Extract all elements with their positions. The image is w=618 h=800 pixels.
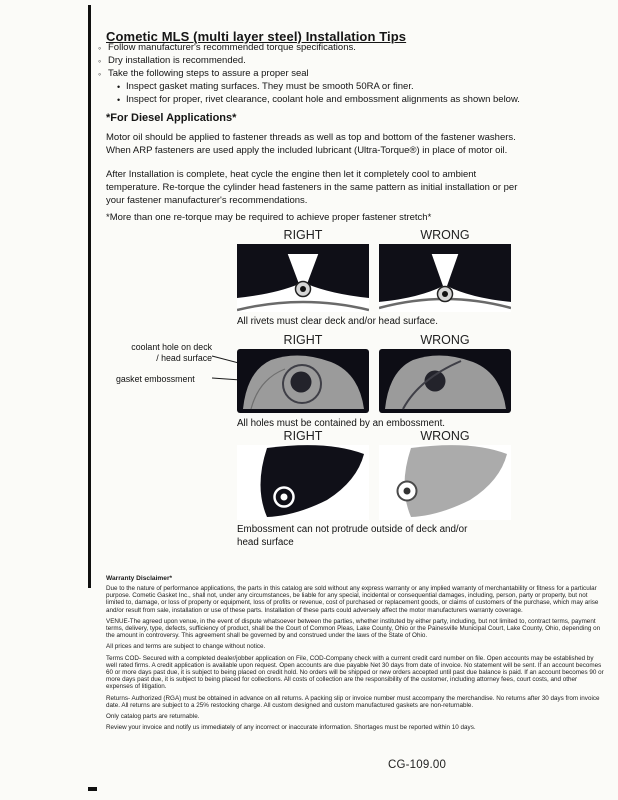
warranty-paragraph: All prices and terms are subject to change without notice. — [106, 643, 266, 651]
right-label-row1: RIGHT — [283, 228, 323, 242]
caption-protrusion: Embossment can not protrude outside of deck and/or head surface — [237, 524, 468, 548]
list-item — [98, 68, 356, 81]
diesel-heading: *For Diesel Applications* — [106, 112, 237, 124]
diagram-rivet-right — [237, 244, 369, 312]
caption-holes: All holes must be contained by an embossment. — [237, 418, 446, 429]
bullet-marker: • — [117, 82, 121, 92]
wrong-label-row2: WRONG — [420, 333, 470, 347]
diagram-embossment-right — [237, 349, 369, 413]
warranty-paragraph: Review your invoice and notify us immediately of any incorrect or inaccurate information. Shortages must be reported within 10 days. — [106, 724, 476, 732]
tips-list — [98, 42, 356, 80]
warranty-paragraph: Terms COD- Secured with a completed dealer/jobber application on File, COD-Company check with a current credit card number on file. Open accounts may be established by well rated firms. A credit application is available upon request. Open accounts are due payable Net 30 days from date of invoice. No statement will be sent. If an account becomes 60 or more days past due, it is subject to being placed on credit hold. No orders will be shipped or new orders accepted until past due balance is paid. If an account becomes 90 or more days past due, it is subject to being placed for collections. All costs of collection are the responsibility of the customer, including attorney fees, court costs, and other expenses of litigation. — [106, 654, 604, 691]
list-item-text: Dry installation is recommended. — [108, 54, 246, 66]
warranty-paragraph: Due to the nature of performance applications, the parts in this catalog are sold without any express warranty or any implied warranty of merchantability or fitness for a particular purpose. Cometic Gasket Inc., shall not, under any circumstances, be liable for any special, incidental or consequential damages, including, person, party or property, but not limited to, damage, or loss of property or equipment, loss of profits or revenue, cost of purchased or replacement goods, or claims of customers of the purchase, which may arise and/or result from sale, installation or use of these parts. Installation of these parts could adversely affect the motor manufacturers warranty coverage. — [106, 585, 599, 614]
bullet-marker: ◦ — [98, 68, 102, 79]
warranty-paragraph: Only catalog parts are returnable. — [106, 713, 200, 721]
scan-edge-line — [88, 5, 91, 588]
warranty-paragraph: Returns- Authorized (RGA) must be obtained in advance on all returns. A packing slip or invoice number must accompany the merchandise. No returns after 30 days from invoice date. All returns are subject to a 25% restocking charge. All custom designed and custom manufactured gaskets are non-returnable. — [106, 694, 600, 709]
scan-edge-mark — [88, 787, 97, 791]
retorque-note: *More than one re-torque may be required to achieve proper fastener stretch* — [106, 212, 432, 223]
right-label-row3: RIGHT — [283, 429, 323, 443]
list-item — [117, 94, 520, 107]
coolant-hole — [291, 372, 312, 393]
tips-sublist — [117, 81, 520, 106]
diesel-paragraph-1: Motor oil should be applied to fastener threads as well as top and bottom of the fastener washers. When ARP fasteners are used apply the included lubricant (Ultra-Torque®) in place of motor oil. — [106, 132, 516, 156]
page-title: Cometic MLS (multi layer steel) Installation Tips — [106, 28, 407, 44]
list-item-text: Inspect gasket mating surfaces. They must be smooth 50RA or finer. — [126, 81, 414, 92]
diagram-rivet-wrong — [379, 244, 511, 312]
diesel-paragraph-2: After Installation is complete, heat cycle the engine then let it completely cool to ambient temperature. Re-torque the cylinder head fasteners in the same pattern as initial installation or per your fastener manufacturer's recommendations. — [106, 169, 518, 206]
list-item — [98, 55, 356, 68]
page-code: CG-109.00 — [388, 759, 447, 771]
warranty-paragraph: VENUE-The agreed upon venue, in the event of dispute whatsoever between the parties, whether instituted by either party, including, but not limited to, contract terms, payment terms, delivery, type, defects, sufficiency of product, shall be the Court of Common Pleas, Lake County, Ohio or the Painesville Municipal Court, Lake County, Ohio, depending on the amount in controversy. This agreement shall be governed by and construed under the laws of the State of Ohio. — [106, 617, 601, 640]
bullet-marker: ◦ — [98, 43, 102, 53]
callout-coolant-hole: coolant hole on deck / head surface — [131, 342, 212, 363]
caption-rivets: All rivets must clear deck and/or head surface. — [237, 316, 438, 327]
list-item — [117, 81, 520, 94]
diagram-protrusion-right — [237, 445, 369, 520]
list-item-text: Take the following steps to assure a proper seal — [108, 67, 309, 79]
list-item-text: Inspect for proper, rivet clearance, coolant hole and embossment alignments as shown below. — [126, 93, 520, 105]
warranty-section — [106, 575, 604, 735]
diagram-embossment-wrong — [379, 349, 511, 413]
wrong-label-row3: WRONG — [420, 429, 470, 443]
bullet-marker: ◦ — [98, 55, 102, 66]
callout-gasket-embossment: gasket embossment — [116, 374, 195, 384]
bullet-marker: • — [117, 94, 121, 105]
wrong-label-row1: WRONG — [420, 228, 470, 242]
list-item — [98, 42, 356, 55]
warranty-heading: Warranty Disclaimer* — [106, 575, 173, 582]
diagram-protrusion-wrong — [379, 445, 511, 520]
right-label-row2: RIGHT — [283, 333, 323, 347]
list-item-text: Follow manufacturer's recommended torque specifications. — [108, 42, 356, 53]
